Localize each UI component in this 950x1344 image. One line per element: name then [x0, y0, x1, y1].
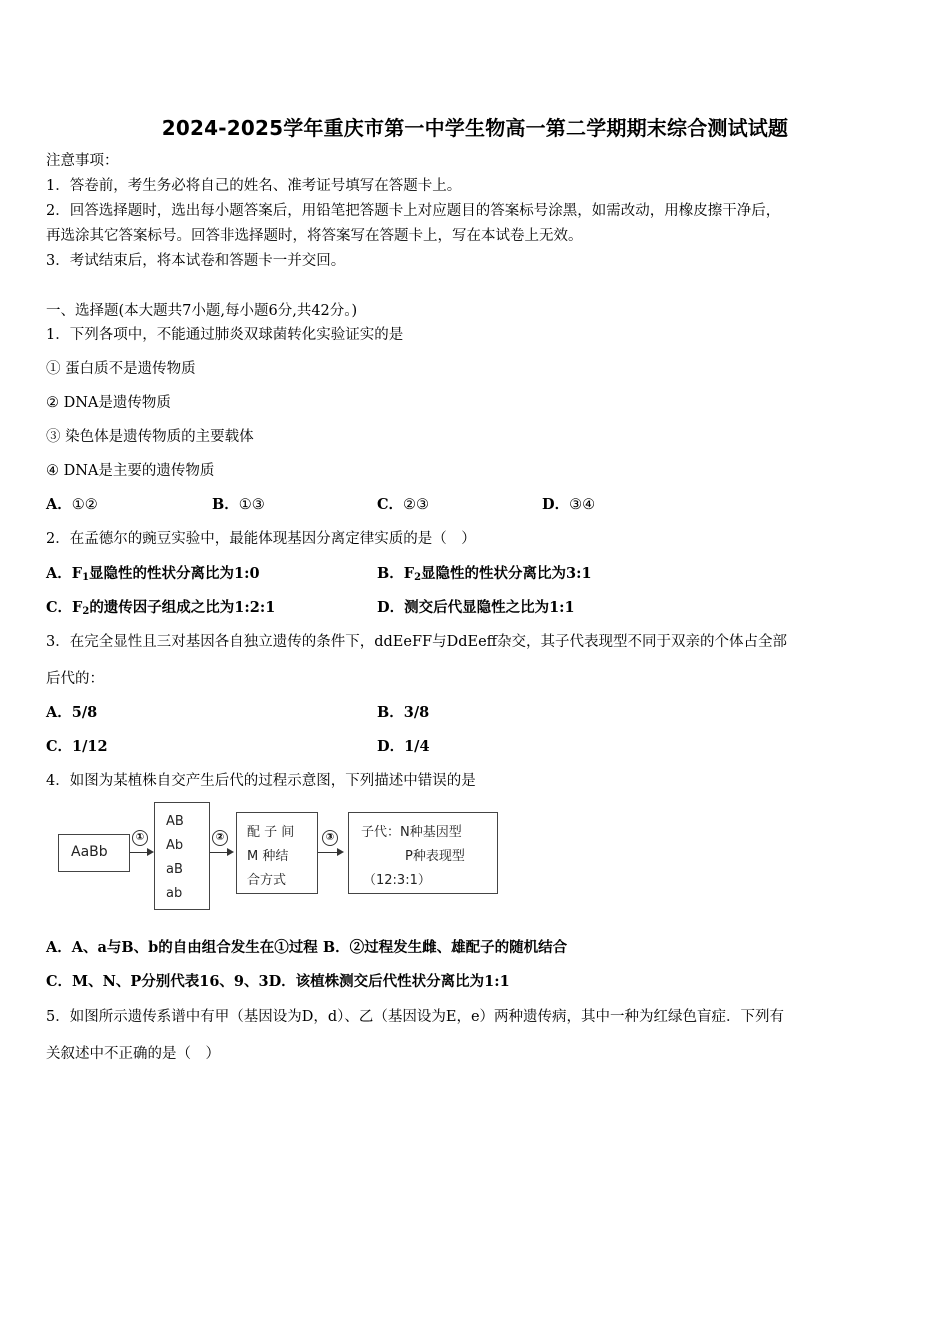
- notice-item: 1．答卷前，考生务必将自己的姓名、准考证号填写在答题卡上。: [46, 178, 462, 194]
- combination-box: [236, 812, 318, 894]
- q2-option-d: D．测交后代显隐性之比为1:1: [377, 599, 575, 616]
- combination-line: M 种结: [247, 849, 289, 864]
- question-5-stem: 5．如图所示遗传系谱中有甲（基因设为D，d）、乙（基因设为E，e）两种遗传病，其中一种为红绿色盲症．下列有: [46, 1009, 785, 1025]
- q4-options-cd: C．M、N、P分别代表16、9、3D．该植株测交后代性状分离比为1:1: [46, 973, 510, 990]
- q3-option-c: C．1/12: [46, 738, 108, 755]
- q3-option-d: D．1/4: [377, 738, 430, 755]
- gamete: AB: [166, 814, 184, 829]
- arrow-1: [130, 852, 152, 853]
- step-2-marker: ②: [212, 830, 228, 846]
- q2-option-a: A．$F_1$显隐性的性状分离比为1:0: [46, 565, 260, 583]
- q1-option-d: D．③④: [542, 496, 596, 513]
- q2-option-b: B．$F_2$显隐性的性状分离比为3:1: [377, 565, 592, 583]
- q3-option-b: B．3/8: [377, 704, 430, 721]
- gametes-box: [154, 802, 210, 910]
- combination-line: 合方式: [247, 873, 287, 888]
- gamete: aB: [166, 862, 183, 877]
- section-heading: 一、选择题(本大题共7小题,每小题6分,共42分。): [46, 303, 358, 319]
- offspring-ratio: （12:3:1）: [363, 873, 431, 888]
- question-3-stem-cont: 后代的：: [46, 671, 104, 687]
- q2-option-c: C．$F_2$的遗传因子组成之比为1:2:1: [46, 599, 276, 617]
- q1-item: ④ DNA是主要的遗传物质: [46, 463, 215, 479]
- q1-option-c: C．②③: [377, 496, 430, 513]
- question-2-stem: 2．在孟德尔的豌豆实验中，最能体现基因分离定律实质的是（ ）: [46, 531, 476, 547]
- step-3-marker: ③: [322, 830, 338, 846]
- q1-option-a: A．①②: [46, 496, 98, 513]
- notice-item: 3．考试结束后，将本试卷和答题卡一并交回。: [46, 253, 346, 269]
- gamete: Ab: [166, 838, 184, 853]
- notice-item: 再选涂其它答案标号。回答非选择题时，将答案写在答题卡上，写在本试卷上无效。: [46, 228, 583, 244]
- q4-options-ab: A．A、a与B、b的自由组合发生在①过程 B．②过程发生雌、雄配子的随机结合: [46, 939, 568, 956]
- parent-genotype: AaBb: [71, 844, 108, 860]
- page-title: 2024-2025学年重庆市第一中学生物高一第二学期期末综合测试试题: [161, 116, 789, 140]
- q1-item: ③ 染色体是遗传物质的主要载体: [46, 429, 254, 445]
- parent-genotype-box: [58, 834, 130, 872]
- gamete: ab: [166, 886, 183, 901]
- arrow-2: [210, 852, 232, 853]
- arrow-3: [318, 852, 342, 853]
- offspring-line: 子代：N种基因型: [361, 825, 462, 840]
- q1-item: ② DNA是遗传物质: [46, 395, 171, 411]
- q3-option-a: A．5/8: [46, 704, 98, 721]
- notice-item: 2．回答选择题时，选出每小题答案后，用铅笔把答题卡上对应题目的答案标号涂黑，如需改动，用橡皮擦干净后，: [46, 203, 781, 219]
- question-3-stem: 3．在完全显性且三对基因各自独立遗传的条件下，ddEeFF与DdEeff杂交，其子代表现型不同于双亲的个体占全部: [46, 634, 787, 650]
- question-1-stem: 1．下列各项中，不能通过肺炎双球菌转化实验证实的是: [46, 327, 404, 343]
- q1-option-b: B．①③: [212, 496, 265, 513]
- step-1-marker: ①: [132, 830, 148, 846]
- offspring-box: [348, 812, 498, 894]
- question-4-stem: 4．如图为某植株自交产生后代的过程示意图，下列描述中错误的是: [46, 773, 476, 789]
- question-5-stem-cont: 关叙述中不正确的是（ ）: [46, 1046, 220, 1062]
- process-diagram: [50, 798, 510, 916]
- q1-item: ① 蛋白质不是遗传物质: [46, 361, 196, 377]
- combination-line: 配 子 间: [247, 825, 295, 840]
- notice-heading: 注意事项：: [46, 153, 119, 169]
- offspring-line: P种表现型: [405, 849, 465, 864]
